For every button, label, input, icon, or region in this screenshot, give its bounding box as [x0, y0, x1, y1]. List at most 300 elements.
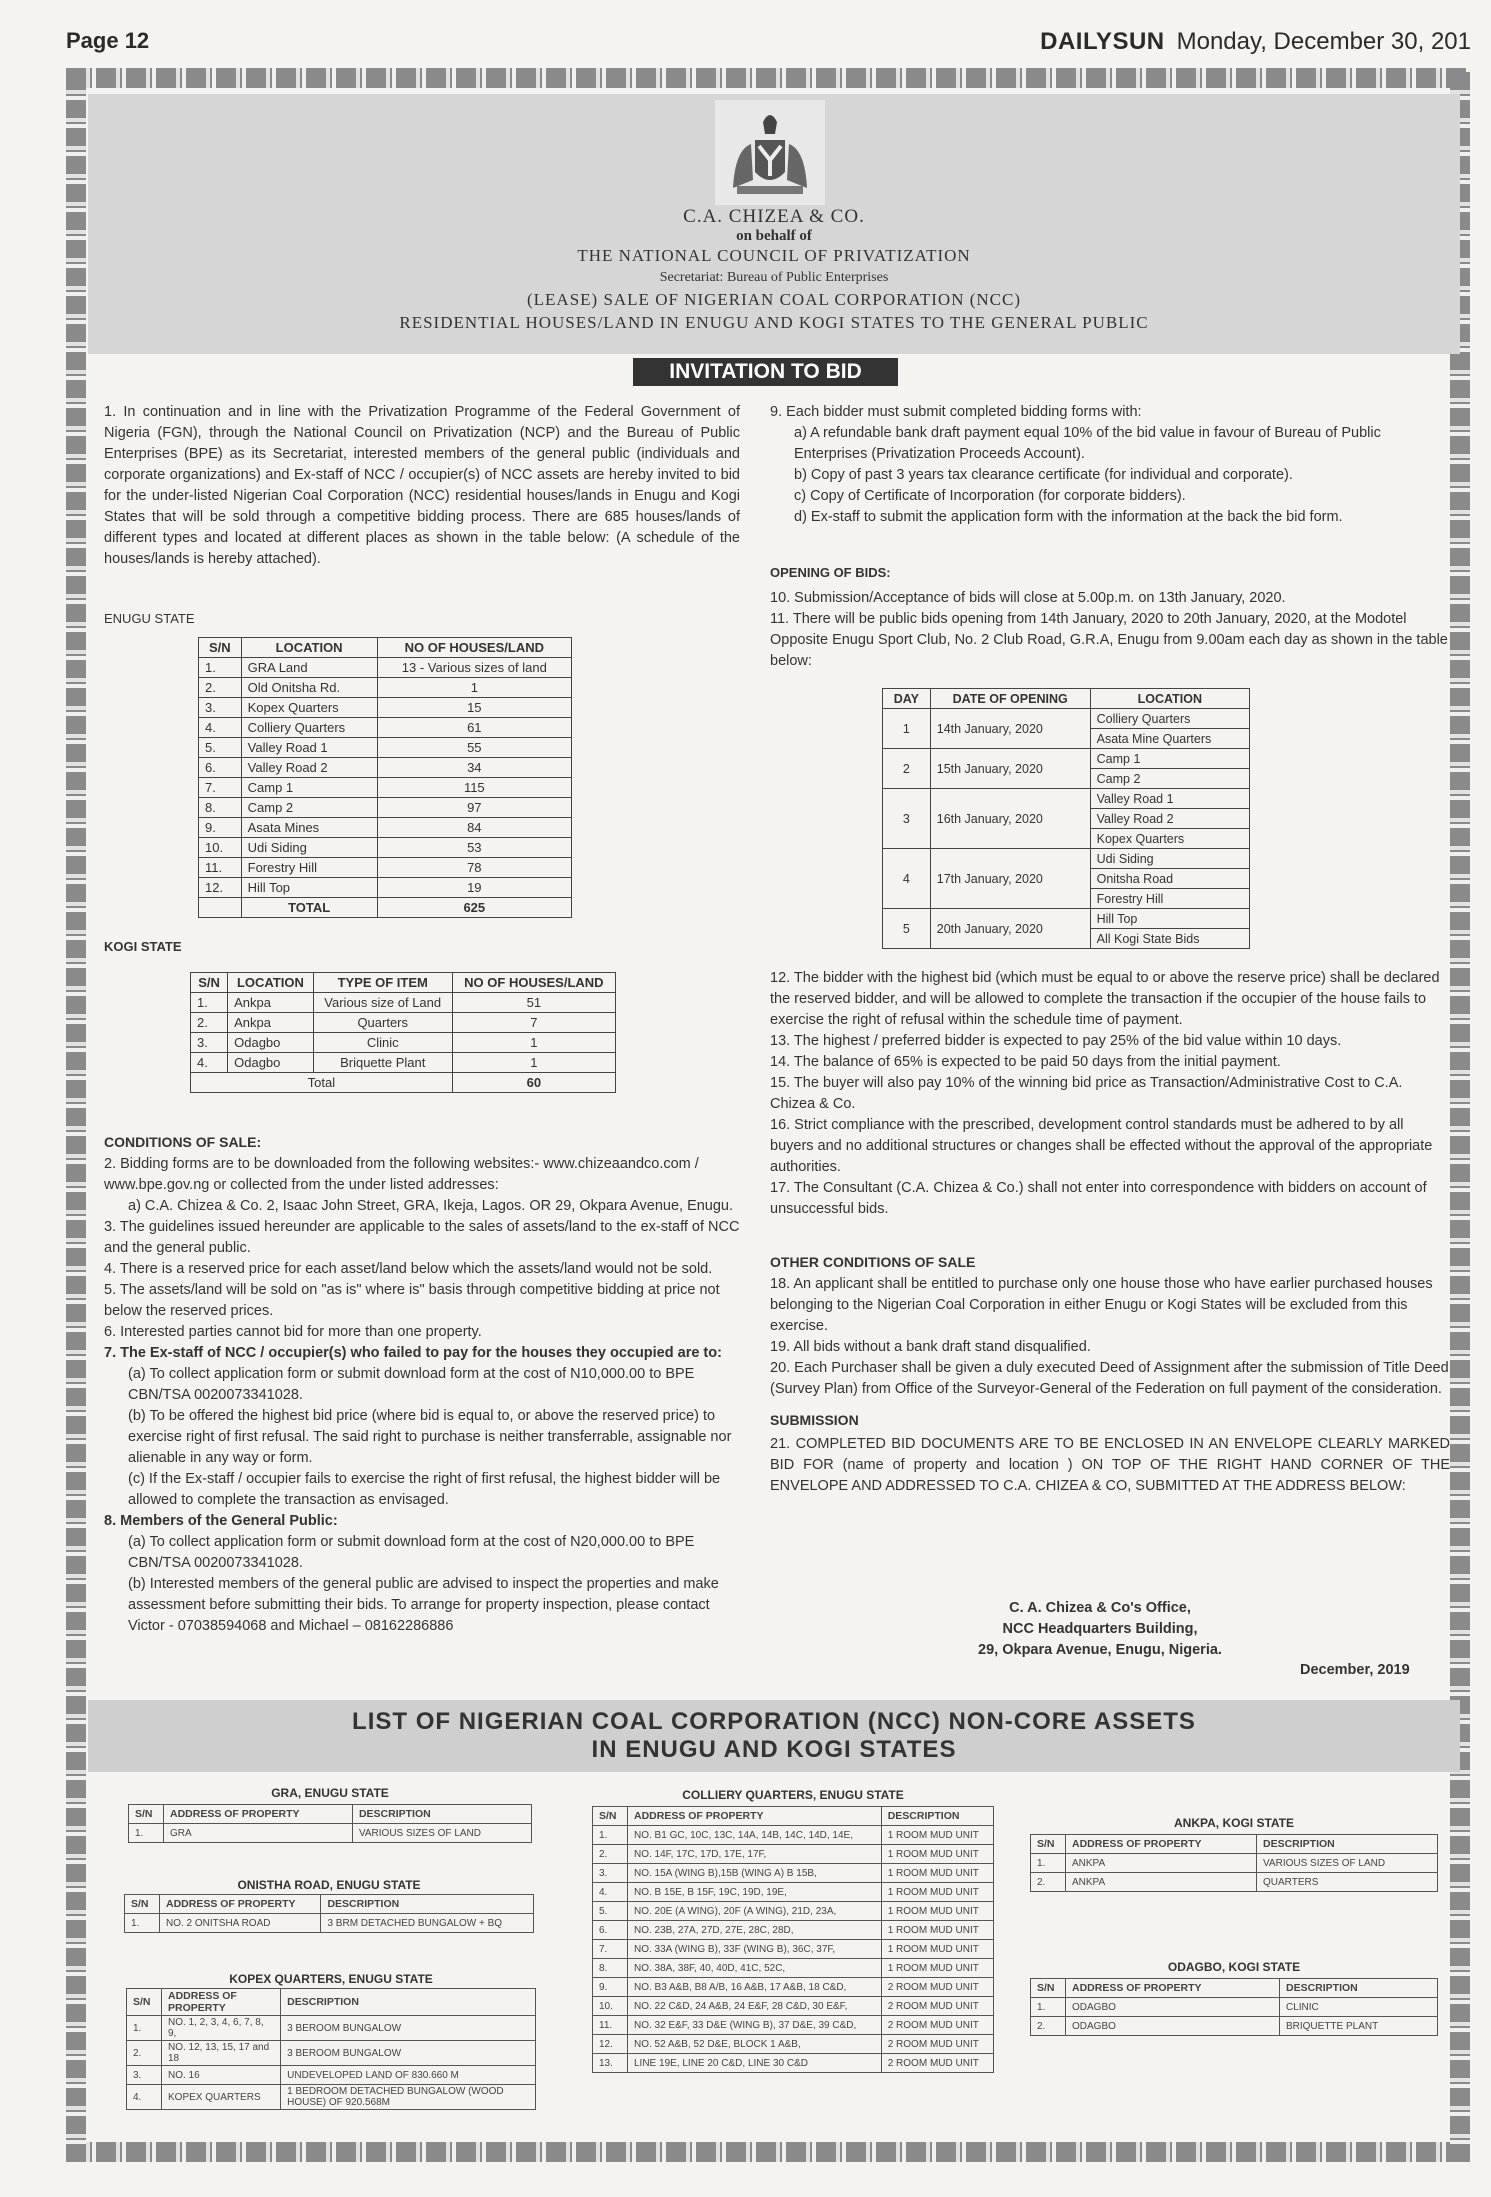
table-row — [593, 1845, 994, 1864]
odagbo-table — [1030, 1978, 1438, 2036]
table-cell: LINE 19E, LINE 20 C&D, LINE 30 C&D — [628, 2054, 882, 2073]
table-row — [593, 1826, 994, 1845]
item-13: 13. The highest / preferred bidder is expected to pay 25% of the bid value within 10 days. — [770, 1033, 1342, 1049]
column-header: ADDRESS OF PROPERTY — [164, 1805, 353, 1824]
schedule-date: 14th January, 2020 — [930, 709, 1090, 749]
table-cell: 97 — [377, 798, 571, 818]
table-cell: ANKPA — [1066, 1873, 1257, 1892]
column-header: TYPE OF ITEM — [313, 973, 452, 993]
table-cell: 2. — [199, 678, 242, 698]
table-cell: NO. 16 — [162, 2066, 281, 2085]
table-cell: Forestry Hill — [241, 858, 377, 878]
firm-name: C.A. CHIZEA & CO. — [683, 206, 865, 227]
schedule-date: 17th January, 2020 — [930, 849, 1090, 909]
table-cell: 8. — [593, 1959, 628, 1978]
table-cell: 4. — [191, 1053, 228, 1073]
table-cell: 4. — [127, 2085, 162, 2110]
table-row — [593, 1978, 994, 1997]
table-cell: 1. — [191, 993, 228, 1013]
schedule-location: Valley Road 2 — [1090, 809, 1249, 829]
onitsha-title: ONISTHA ROAD, ENUGU STATE — [237, 1878, 421, 1892]
table-row — [593, 1959, 994, 1978]
schedule-location: All Kogi State Bids — [1090, 929, 1249, 949]
table-row — [199, 658, 572, 678]
table-cell: 1 ROOM MUD UNIT — [881, 1826, 993, 1845]
table-cell: 8. — [199, 798, 242, 818]
table-cell: ODAGBO — [1066, 2017, 1280, 2036]
column-header: ADDRESS OF PROPERTY — [162, 1989, 281, 2016]
schedule-location: Kopex Quarters — [1090, 829, 1249, 849]
item-10: 10. Submission/Acceptance of bids will close at 5.00p.m. on 13th January, 2020. — [770, 590, 1286, 606]
kopex-table — [126, 1988, 536, 2110]
table-cell: 1 ROOM MUD UNIT — [881, 1845, 993, 1864]
table-cell: 7. — [199, 778, 242, 798]
table-cell: 2 ROOM MUD UNIT — [881, 2054, 993, 2073]
total-row — [199, 898, 572, 918]
table-row — [125, 1914, 534, 1933]
on-behalf: on behalf of — [736, 228, 812, 244]
sale-title: (LEASE) SALE OF NIGERIAN COAL CORPORATION (NCC) — [526, 290, 1022, 309]
schedule-date: 20th January, 2020 — [930, 909, 1090, 949]
table-cell: 12. — [593, 2035, 628, 2054]
table-cell: 1. — [125, 1914, 160, 1933]
condition-5: 5. The assets/land will be sold on "as is" where is" basis through competitive bidding at price not below the reserved prices. — [104, 1282, 720, 1319]
enugu-table — [198, 637, 572, 918]
item-12: 12. The bidder with the highest bid (which must be equal to or above the reserve price) shall be declared the reserved bidder, and will be allowed to complete the transaction if the occupier of the house fails to exercise the right of refusal within the schedule time of payment. — [770, 970, 1440, 1028]
table-cell: Valley Road 2 — [241, 758, 377, 778]
table-cell: 1 ROOM MUD UNIT — [881, 1940, 993, 1959]
table-row — [593, 1997, 994, 2016]
address-line-3: 29, Okpara Avenue, Enugu, Nigeria. — [978, 1642, 1222, 1658]
column-header: S/N — [125, 1895, 160, 1914]
table-cell: Camp 1 — [241, 778, 377, 798]
table-row — [199, 878, 572, 898]
column-header: DATE OF OPENING — [930, 689, 1090, 709]
table-cell: 2. — [593, 1845, 628, 1864]
condition-8b: (b) Interested members of the general public are advised to inspect the properties and make assessment before submitting their bids. To arrange for property inspection, please contact Victor - 07038594068 and Michael – 08162286886 — [128, 1576, 719, 1634]
bid-requirements — [770, 402, 1450, 528]
table-cell: Quarters — [313, 1013, 452, 1033]
table-cell: 12. — [199, 878, 242, 898]
table-cell: 1. — [1031, 1998, 1066, 2017]
colliery-title: COLLIERY QUARTERS, ENUGU STATE — [682, 1788, 904, 1802]
gra-table — [128, 1804, 532, 1843]
condition-2: 2. Bidding forms are to be downloaded from the following websites:- www.chizeaandco.com / www.bpe.gov.ng or collected from the under listed addresses: — [104, 1156, 699, 1193]
table-row — [593, 1864, 994, 1883]
table-row — [1031, 1854, 1438, 1873]
table-row — [593, 1921, 994, 1940]
table-cell: 61 — [377, 718, 571, 738]
table-cell: 1. — [1031, 1854, 1066, 1873]
kogi-label: KOGI STATE — [104, 939, 182, 954]
table-cell: CLINIC — [1279, 1998, 1437, 2017]
schedule-location: Forestry Hill — [1090, 889, 1249, 909]
table-cell: 1 — [452, 1053, 615, 1073]
table-cell: Camp 2 — [241, 798, 377, 818]
total-label: TOTAL — [241, 898, 377, 918]
table-cell: 1. — [593, 1826, 628, 1845]
column-header: DESCRIPTION — [281, 1989, 536, 2016]
colliery-table — [592, 1806, 994, 2073]
requirement-9c: c) Copy of Certificate of Incorporation (for corporate bidders). — [794, 488, 1186, 504]
table-row — [593, 2016, 994, 2035]
table-cell: GRA Land — [241, 658, 377, 678]
table-cell: 1 — [452, 1033, 615, 1053]
table-cell: NO. 32 E&F, 33 D&E (WING B), 37 D&E, 39 C&D, — [628, 2016, 882, 2035]
table-row — [199, 758, 572, 778]
condition-7c: (c) If the Ex-staff / occupier fails to exercise the right of first refusal, the highest bidder will be allowed to complete the transaction as envisaged. — [128, 1471, 721, 1508]
table-cell: 1. — [129, 1824, 164, 1843]
table-cell: 2 ROOM MUD UNIT — [881, 2035, 993, 2054]
table-cell: KOPEX QUARTERS — [162, 2085, 281, 2110]
table-header-row — [127, 1989, 536, 2016]
table-cell: 2. — [1031, 2017, 1066, 2036]
column-header: S/N — [129, 1805, 164, 1824]
table-cell: 1 — [377, 678, 571, 698]
table-cell: 6. — [593, 1921, 628, 1940]
column-header: DESCRIPTION — [1257, 1835, 1438, 1854]
table-cell: NO. 1, 2, 3, 4, 6, 7, 8, 9, — [162, 2016, 281, 2041]
item-21: 21. COMPLETED BID DOCUMENTS ARE TO BE ENCLOSED IN AN ENVELOPE CLEARLY MARKED BID FOR (name of property and location ) ON TOP OF THE RIGHT HAND CORNER OF THE ENVELOPE AND ADDRESSED TO C.A. CHIZEA & CO, SUBMITTED AT THE ADDRESS BELOW: — [770, 1436, 1450, 1494]
table-header-row — [1031, 1835, 1438, 1854]
schedule-row — [883, 749, 1250, 769]
table-cell: 3. — [593, 1864, 628, 1883]
table-cell: 3. — [191, 1033, 228, 1053]
table-header-row — [1031, 1979, 1438, 1998]
table-cell: 4. — [199, 718, 242, 738]
item-18: 18. An applicant shall be entitled to purchase only one house those who have earlier purchased houses belonging to the Nigerian Coal Corporation in either Enugu or Kogi States will be excluded from this exercise. — [770, 1276, 1433, 1334]
column-header: ADDRESS OF PROPERTY — [1066, 1979, 1280, 1998]
table-cell: 1 ROOM MUD UNIT — [881, 1864, 993, 1883]
table-row — [127, 2085, 536, 2110]
table-cell: ODAGBO — [1066, 1998, 1280, 2017]
column-header: DESCRIPTION — [352, 1805, 531, 1824]
requirement-9: 9. Each bidder must submit completed bidding forms with: — [770, 404, 1142, 420]
table-cell: Hill Top — [241, 878, 377, 898]
column-header: NO OF HOUSES/LAND — [377, 638, 571, 658]
schedule-day: 1 — [883, 709, 931, 749]
odagbo-title: ODAGBO, KOGI STATE — [1167, 1960, 1301, 1974]
table-row — [199, 678, 572, 698]
table-header-row — [593, 1807, 994, 1826]
assets-list-title-2: IN ENUGU AND KOGI STATES — [591, 1736, 957, 1763]
table-cell: NO. 38A, 38F, 40, 40D, 41C, 52C, — [628, 1959, 882, 1978]
table-cell: 1 BEDROOM DETACHED BUNGALOW (WOOD HOUSE) OF 920.568M — [281, 2085, 536, 2110]
right-border — [1450, 72, 1470, 2162]
masthead-right — [1040, 28, 1471, 56]
table-cell: NO. 52 A&B, 52 D&E, BLOCK 1 A&B, — [628, 2035, 882, 2054]
table-row — [199, 838, 572, 858]
schedule-location: Hill Top — [1090, 909, 1249, 929]
table-cell: ANKPA — [1066, 1854, 1257, 1873]
table-cell: NO. 14F, 17C, 17D, 17E, 17F, — [628, 1845, 882, 1864]
total-label: Total — [191, 1073, 453, 1093]
table-row — [191, 993, 616, 1013]
table-cell: 55 — [377, 738, 571, 758]
total-value: 625 — [377, 898, 571, 918]
top-border — [66, 68, 1466, 88]
table-row — [593, 1902, 994, 1921]
address-line-1: C. A. Chizea & Co's Office, — [1009, 1600, 1191, 1616]
table-cell: 1 ROOM MUD UNIT — [881, 1902, 993, 1921]
coat-of-arms-icon — [715, 100, 825, 205]
table-cell: NO. B1 GC, 10C, 13C, 14A, 14B, 14C, 14D, 14E, — [628, 1826, 882, 1845]
column-header: LOCATION — [241, 638, 377, 658]
table-row — [593, 1883, 994, 1902]
table-header-row — [125, 1895, 534, 1914]
left-border — [66, 72, 86, 2162]
schedule-location: Asata Mine Quarters — [1090, 729, 1249, 749]
requirement-9a: a) A refundable bank draft payment equal 10% of the bid value in favour of Bureau of Public Enterprises (Privatization Proceeds Account). — [794, 425, 1381, 462]
council-name: THE NATIONAL COUNCIL OF PRIVATIZATION — [577, 246, 971, 265]
table-cell: NO. 2 ONITSHA ROAD — [160, 1914, 321, 1933]
table-cell: VARIOUS SIZES OF LAND — [352, 1824, 531, 1843]
table-cell: NO. 20E (A WING), 20F (A WING), 21D, 23A, — [628, 1902, 882, 1921]
opening-title: OPENING OF BIDS: — [770, 565, 891, 580]
schedule-location: Camp 2 — [1090, 769, 1249, 789]
table-row — [191, 1013, 616, 1033]
table-cell: 2. — [191, 1013, 228, 1033]
table-cell: Asata Mines — [241, 818, 377, 838]
schedule-location: Colliery Quarters — [1090, 709, 1249, 729]
conditions-title: CONDITIONS OF SALE: — [104, 1134, 262, 1150]
table-cell: NO. 23B, 27A, 27D, 27E, 28C, 28D, — [628, 1921, 882, 1940]
schedule-day: 4 — [883, 849, 931, 909]
table-cell: 115 — [377, 778, 571, 798]
schedule-day: 3 — [883, 789, 931, 849]
table-row — [191, 1033, 616, 1053]
enugu-label: ENUGU STATE — [104, 611, 195, 626]
subject-title: RESIDENTIAL HOUSES/LAND IN ENUGU AND KOGI STATES TO THE GENERAL PUBLIC — [399, 313, 1149, 332]
table-cell: 5. — [199, 738, 242, 758]
condition-8: 8. Members of the General Public: — [104, 1513, 338, 1529]
table-row — [129, 1824, 532, 1843]
table-cell: 9. — [199, 818, 242, 838]
table-cell: 3 BEROOM BUNGALOW — [281, 2016, 536, 2041]
table-cell: GRA — [164, 1824, 353, 1843]
condition-2a: a) C.A. Chizea & Co. 2, Isaac John Street, GRA, Ikeja, Lagos. OR 29, Okpara Avenue, Enugu. — [128, 1198, 734, 1214]
schedule-location: Valley Road 1 — [1090, 789, 1249, 809]
column-header: DAY — [883, 689, 931, 709]
table-cell: Ankpa — [228, 1013, 314, 1033]
table-row — [593, 1940, 994, 1959]
table-cell: 2. — [127, 2041, 162, 2066]
schedule-location: Udi Siding — [1090, 849, 1249, 869]
issue-date: Monday, December 30, 201 — [1176, 28, 1471, 55]
column-header: S/N — [1031, 1979, 1066, 1998]
column-header: ADDRESS OF PROPERTY — [1066, 1835, 1257, 1854]
table-cell: 15 — [377, 698, 571, 718]
table-cell: 3. — [199, 698, 242, 718]
schedule-day: 2 — [883, 749, 931, 789]
item-16: 16. Strict compliance with the prescribed, development control standards must be adhered to by all buyers and no additional structures or changes shall be effected without the approval of the appropriate authorities. — [770, 1117, 1433, 1175]
table-row — [199, 798, 572, 818]
secretariat: Secretariat: Bureau of Public Enterprises — [659, 270, 889, 285]
column-header: S/N — [593, 1807, 628, 1826]
table-cell: UNDEVELOPED LAND OF 830.660 M — [281, 2066, 536, 2085]
onitsha-table — [124, 1894, 534, 1933]
table-cell: Briquette Plant — [313, 1053, 452, 1073]
table-cell: 51 — [452, 993, 615, 1013]
column-header: NO OF HOUSES/LAND — [452, 973, 615, 993]
table-row — [593, 2054, 994, 2073]
terms-list — [770, 968, 1450, 1220]
column-header: DESCRIPTION — [1279, 1979, 1437, 1998]
schedule-date: 16th January, 2020 — [930, 789, 1090, 849]
table-row — [127, 2016, 536, 2041]
table-cell: Odagbo — [228, 1033, 314, 1053]
notice-date: December, 2019 — [1300, 1662, 1410, 1678]
table-cell: 11. — [593, 2016, 628, 2035]
table-row — [1031, 2017, 1438, 2036]
condition-7b: (b) To be offered the highest bid price (where bid is equal to, or above the reserved price) to exercise right of first refusal. The said right to purchase is neither transferrable, assignable nor alienable in any way or form. — [128, 1408, 732, 1466]
table-cell: 1 ROOM MUD UNIT — [881, 1921, 993, 1940]
kogi-table — [190, 972, 616, 1093]
table-row — [199, 818, 572, 838]
column-header: LOCATION — [1090, 689, 1249, 709]
table-cell: 2 ROOM MUD UNIT — [881, 1978, 993, 1997]
ankpa-title: ANKPA, KOGI STATE — [1174, 1816, 1294, 1830]
table-cell: 4. — [593, 1883, 628, 1902]
column-header: S/N — [1031, 1835, 1066, 1854]
item-19: 19. All bids without a bank draft stand disqualified. — [770, 1339, 1091, 1355]
ankpa-table — [1030, 1834, 1438, 1892]
table-cell: 9. — [593, 1978, 628, 1997]
table-cell: VARIOUS SIZES OF LAND — [1257, 1854, 1438, 1873]
condition-3: 3. The guidelines issued hereunder are applicable to the sales of assets/land to the ex-staff of NCC and the general public. — [104, 1219, 740, 1256]
schedule-day: 5 — [883, 909, 931, 949]
table-cell: Udi Siding — [241, 838, 377, 858]
table-cell: NO. B 15E, B 15F, 19C, 19D, 19E, — [628, 1883, 882, 1902]
table-row — [199, 718, 572, 738]
schedule-location: Onitsha Road — [1090, 869, 1249, 889]
item-11: 11. There will be public bids opening from 14th January, 2020 to 20th January, 2020, at the Modotel Opposite Enugu Sport Club, No. 2 Club Road, G.R.A, Enugu from 9.00am each day as shown in the table below: — [770, 611, 1448, 669]
requirement-9b: b) Copy of past 3 years tax clearance certificate (for individual and corporate). — [794, 467, 1293, 483]
item-17: 17. The Consultant (C.A. Chizea & Co.) shall not enter into correspondence with bidders on account of unsuccessful bids. — [770, 1180, 1427, 1217]
opening-text — [770, 588, 1450, 672]
requirement-9d: d) Ex-staff to submit the application form with the information at the back the bid form. — [794, 509, 1343, 525]
condition-7: 7. The Ex-staff of NCC / occupier(s) who failed to pay for the houses they occupied are to: — [104, 1345, 722, 1361]
table-cell: 34 — [377, 758, 571, 778]
assets-list-title-1: LIST OF NIGERIAN COAL CORPORATION (NCC) NON-CORE ASSETS — [352, 1708, 1196, 1735]
table-row — [191, 1053, 616, 1073]
condition-4: 4. There is a reserved price for each asset/land below which the assets/land would not be sold. — [104, 1261, 713, 1277]
column-header: DESCRIPTION — [881, 1807, 993, 1826]
schedule-row — [883, 909, 1250, 929]
item-20: 20. Each Purchaser shall be given a duly executed Deed of Assignment after the submission of Title Deed (Survey Plan) from Office of the Surveyor-General of the Federation on full payment of the consideration. — [770, 1360, 1449, 1397]
table-cell: 7 — [452, 1013, 615, 1033]
invitation-banner: INVITATION TO BID — [633, 358, 898, 386]
column-header: DESCRIPTION — [321, 1895, 534, 1914]
newspaper-brand: DAILYSUN — [1040, 28, 1165, 55]
table-cell: 10. — [593, 1997, 628, 2016]
table-cell: 1 ROOM MUD UNIT — [881, 1883, 993, 1902]
opening-schedule-table — [882, 688, 1250, 949]
table-cell: NO. 33A (WING B), 33F (WING B), 36C, 37F, — [628, 1940, 882, 1959]
column-header: LOCATION — [228, 973, 314, 993]
table-cell — [199, 898, 242, 918]
schedule-date: 15th January, 2020 — [930, 749, 1090, 789]
table-cell: 2 ROOM MUD UNIT — [881, 1997, 993, 2016]
table-cell: Colliery Quarters — [241, 718, 377, 738]
bottom-border — [66, 2142, 1466, 2162]
table-cell: Various size of Land — [313, 993, 452, 1013]
total-row — [191, 1073, 616, 1093]
table-cell: 3 BEROOM BUNGALOW — [281, 2041, 536, 2066]
conditions-list — [104, 1154, 740, 1637]
address-line-2: NCC Headquarters Building, — [1002, 1621, 1198, 1637]
table-cell: Kopex Quarters — [241, 698, 377, 718]
condition-6: 6. Interested parties cannot bid for more than one property. — [104, 1324, 482, 1340]
table-cell: 6. — [199, 758, 242, 778]
table-cell: 19 — [377, 878, 571, 898]
schedule-location: Camp 1 — [1090, 749, 1249, 769]
table-cell: 78 — [377, 858, 571, 878]
column-header: S/N — [191, 973, 228, 993]
table-cell: NO. B3 A&B, B8 A/B, 16 A&B, 17 A&B, 18 C&D, — [628, 1978, 882, 1997]
table-cell: 10. — [199, 838, 242, 858]
table-row — [1031, 1998, 1438, 2017]
table-header-row — [129, 1805, 532, 1824]
item-15: 15. The buyer will also pay 10% of the winning bid price as Transaction/Administrative Cost to C.A. Chizea & Co. — [770, 1075, 1403, 1112]
table-cell: 3 BRM DETACHED BUNGALOW + BQ — [321, 1914, 534, 1933]
table-cell: 11. — [199, 858, 242, 878]
table-cell: 7. — [593, 1940, 628, 1959]
table-row — [199, 738, 572, 758]
table-cell: Valley Road 1 — [241, 738, 377, 758]
table-cell: Odagbo — [228, 1053, 314, 1073]
kopex-title: KOPEX QUARTERS, ENUGU STATE — [229, 1972, 433, 1986]
column-header: S/N — [127, 1989, 162, 2016]
table-row — [127, 2066, 536, 2085]
table-row — [199, 698, 572, 718]
table-cell: 2. — [1031, 1873, 1066, 1892]
submission-title: SUBMISSION — [770, 1412, 859, 1428]
table-cell: 1. — [199, 658, 242, 678]
column-header: ADDRESS OF PROPERTY — [628, 1807, 882, 1826]
table-cell: QUARTERS — [1257, 1873, 1438, 1892]
table-cell: 13 - Various sizes of land — [377, 658, 571, 678]
intro-paragraph: 1. In continuation and in line with the Privatization Programme of the Federal Government of Nigeria (FGN), through the National Council on Privatization (NCP) and the Bureau of Public Enterprises (BPE) as its Secretariat, interested members of the general public (individuals and corporate organizations) and Ex-staff of NCC / occupier(s) of NCC assets are hereby invited to bid for the under-listed Nigerian Coal Corporation (NCC) residential houses/lands in Enugu and Kogi States that will be sold through a competitive bidding process. There are 685 houses/lands of different types and located at different places as shown in the table below: (A schedule of the houses/lands is hereby attached). — [104, 404, 740, 567]
page-number: Page 12 — [66, 28, 150, 53]
table-row — [199, 858, 572, 878]
schedule-row — [883, 849, 1250, 869]
table-row — [1031, 1873, 1438, 1892]
table-cell: 1. — [127, 2016, 162, 2041]
table-cell: Clinic — [313, 1033, 452, 1053]
item-14: 14. The balance of 65% is expected to be paid 50 days from the initial payment. — [770, 1054, 1281, 1070]
table-cell: NO. 12, 13, 15, 17 and 18 — [162, 2041, 281, 2066]
table-cell: Ankpa — [228, 993, 314, 1013]
total-value: 60 — [452, 1073, 615, 1093]
schedule-row — [883, 709, 1250, 729]
table-cell: Old Onitsha Rd. — [241, 678, 377, 698]
table-row — [593, 2035, 994, 2054]
table-cell: BRIQUETTE PLANT — [1279, 2017, 1437, 2036]
condition-7a: (a) To collect application form or submit download form at the cost of N10,000.00 to BPE CBN/TSA 0020073341028. — [128, 1366, 695, 1403]
column-header: S/N — [199, 638, 242, 658]
table-cell: NO. 22 C&D, 24 A&B, 24 E&F, 28 C&D, 30 E&F, — [628, 1997, 882, 2016]
table-cell: 2 ROOM MUD UNIT — [881, 2016, 993, 2035]
table-cell: 84 — [377, 818, 571, 838]
other-conditions-title: OTHER CONDITIONS OF SALE — [770, 1254, 976, 1270]
table-cell: NO. 15A (WING B),15B (WING A) B 15B, — [628, 1864, 882, 1883]
table-row — [127, 2041, 536, 2066]
condition-8a: (a) To collect application form or submit download form at the cost of N20,000.00 to BPE CBN/TSA 0020073341028. — [128, 1534, 695, 1571]
table-cell: 1 ROOM MUD UNIT — [881, 1959, 993, 1978]
other-conditions-list — [770, 1274, 1450, 1400]
submission-address — [900, 1598, 1300, 1661]
